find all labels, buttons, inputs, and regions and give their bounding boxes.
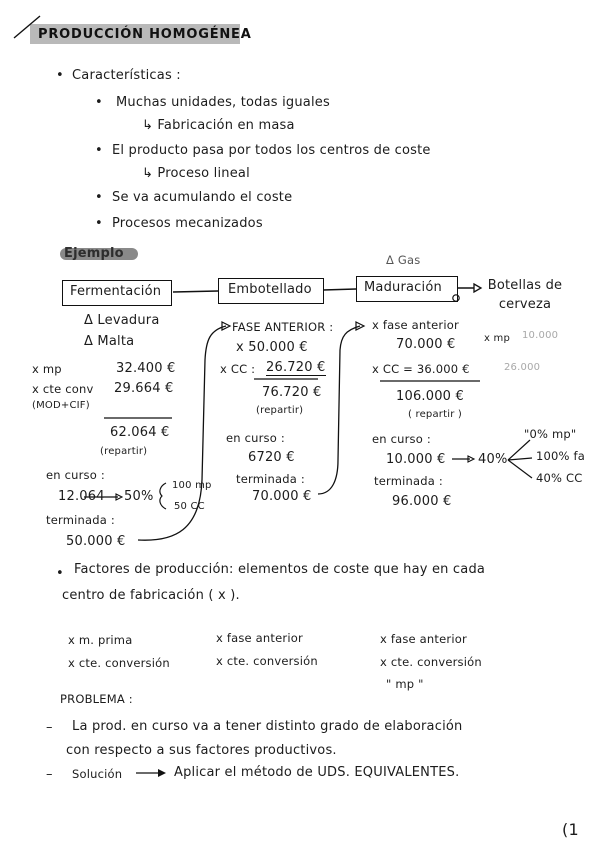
ferm-conv-value: 29.664 € — [114, 381, 174, 396]
output-label: Botellas de cerveza — [487, 278, 563, 312]
factor-col3-item: " mp " — [386, 677, 424, 691]
input-malta: Δ Malta — [84, 334, 135, 349]
fermentacion-label: Fermentación — [70, 284, 162, 299]
mad-repartir: ( repartir ) — [408, 409, 463, 420]
emb-terminada-value: 70.000 € — [252, 489, 312, 504]
ferm-mp-label: x mp — [32, 362, 62, 376]
characteristic-item: Se va acumulando el coste — [112, 190, 293, 205]
mad-branch-cc: 40% CC — [536, 471, 583, 485]
ferm-en-curso-label: en curso : — [46, 468, 105, 482]
characteristics-heading: Características : — [72, 68, 181, 83]
mad-en-curso-pct: 40% — [478, 452, 508, 467]
characteristic-sub: ↳ Fabricación en masa — [142, 118, 295, 133]
ferm-total: 62.064 € — [110, 425, 170, 440]
factor-col1-item: x m. prima — [68, 633, 133, 647]
characteristic-item: Muchas unidades, todas iguales — [116, 95, 330, 110]
mad-branch-fa: 100% fa — [536, 449, 586, 463]
page-title: PRODUCCIÓN HOMOGÉNEA — [38, 27, 252, 42]
dash: – — [46, 767, 53, 782]
mad-mp-side: x mp — [484, 333, 510, 344]
bullet: • — [95, 216, 103, 231]
factor-col1-item: x cte. conversión — [68, 656, 170, 670]
mad-branch-mp: "0% mp" — [524, 427, 577, 441]
gas-label: Δ Gas — [386, 253, 421, 267]
mad-terminada-value: 96.000 € — [392, 494, 452, 509]
bullet: • — [95, 95, 103, 110]
emb-en-curso-label: en curso : — [226, 431, 285, 445]
factor-col2-item: x cte. conversión — [216, 654, 318, 668]
dash: – — [46, 720, 53, 735]
emb-repartir: (repartir) — [256, 405, 304, 416]
characteristic-sub: ↳ Proceso lineal — [142, 166, 250, 181]
mad-mp-gray: 10.000 — [522, 330, 559, 341]
ferm-repartir: (repartir) — [100, 446, 148, 457]
characteristic-item: El producto pasa por todos los centros de coste — [112, 143, 431, 158]
mad-en-curso-value: 10.000 € — [386, 452, 446, 467]
page-number: (1 — [562, 820, 579, 839]
ferm-en-curso-value: 12.064 — [58, 489, 105, 504]
factores-line1: Factores de producción: elementos de coste que hay en cada — [74, 562, 486, 577]
problema-heading: PROBLEMA : — [60, 692, 133, 706]
ferm-brace-top: 100 mp — [172, 480, 212, 491]
problema-line1: La prod. en curso va a tener distinto grado de elaboración — [72, 719, 463, 734]
input-levadura: Δ Levadura — [84, 313, 160, 328]
mad-terminada-label: terminada : — [374, 474, 443, 488]
bullet: • — [95, 143, 103, 158]
emb-cc-label: x CC : — [220, 362, 256, 376]
factores-line2: centro de fabricación ( x ). — [62, 588, 240, 603]
ferm-terminada-label: terminada : — [46, 513, 115, 527]
factor-col2-item: x fase anterior — [216, 631, 303, 645]
mad-total: 106.000 € — [396, 389, 464, 404]
emb-terminada-label: terminada : — [236, 472, 305, 486]
emb-en-curso-value: 6720 € — [248, 450, 295, 465]
bullet: • — [95, 190, 103, 205]
mad-cc-label: x CC = 36.000 € — [372, 362, 470, 376]
bullet: • — [56, 566, 64, 581]
mad-fase-value: 70.000 € — [396, 337, 456, 352]
mad-cc-gray: 26.000 — [504, 362, 541, 373]
bullet: • — [56, 68, 64, 83]
emb-total: 76.720 € — [262, 385, 322, 400]
ferm-note: (MOD+CIF) — [32, 400, 90, 411]
solution-label: Solución — [72, 767, 123, 781]
emb-fase-value: x 50.000 € — [236, 340, 308, 355]
ferm-brace-bottom: 50 CC — [174, 501, 205, 512]
factor-col3-item: x fase anterior — [380, 632, 467, 646]
mad-en-curso-label: en curso : — [372, 432, 431, 446]
emb-fase-anterior: FASE ANTERIOR : — [232, 320, 334, 334]
embotellado-label: Embotellado — [228, 282, 312, 297]
ferm-conv-label: x cte conv — [32, 382, 94, 396]
characteristic-item: Procesos mecanizados — [112, 216, 263, 231]
ferm-mp-value: 32.400 € — [116, 361, 176, 376]
maduracion-label: Maduración — [364, 280, 442, 295]
solution-text: Aplicar el método de UDS. EQUIVALENTES. — [174, 765, 460, 780]
factor-col3-item: x cte. conversión — [380, 655, 482, 669]
ferm-terminada-value: 50.000 € — [66, 534, 126, 549]
ferm-en-curso-pct: 50% — [124, 489, 154, 504]
emb-cc-value: 26.720 € — [266, 360, 326, 375]
mad-fase-anterior: x fase anterior — [372, 318, 459, 332]
problema-line2: con respecto a sus factores productivos. — [66, 743, 337, 758]
